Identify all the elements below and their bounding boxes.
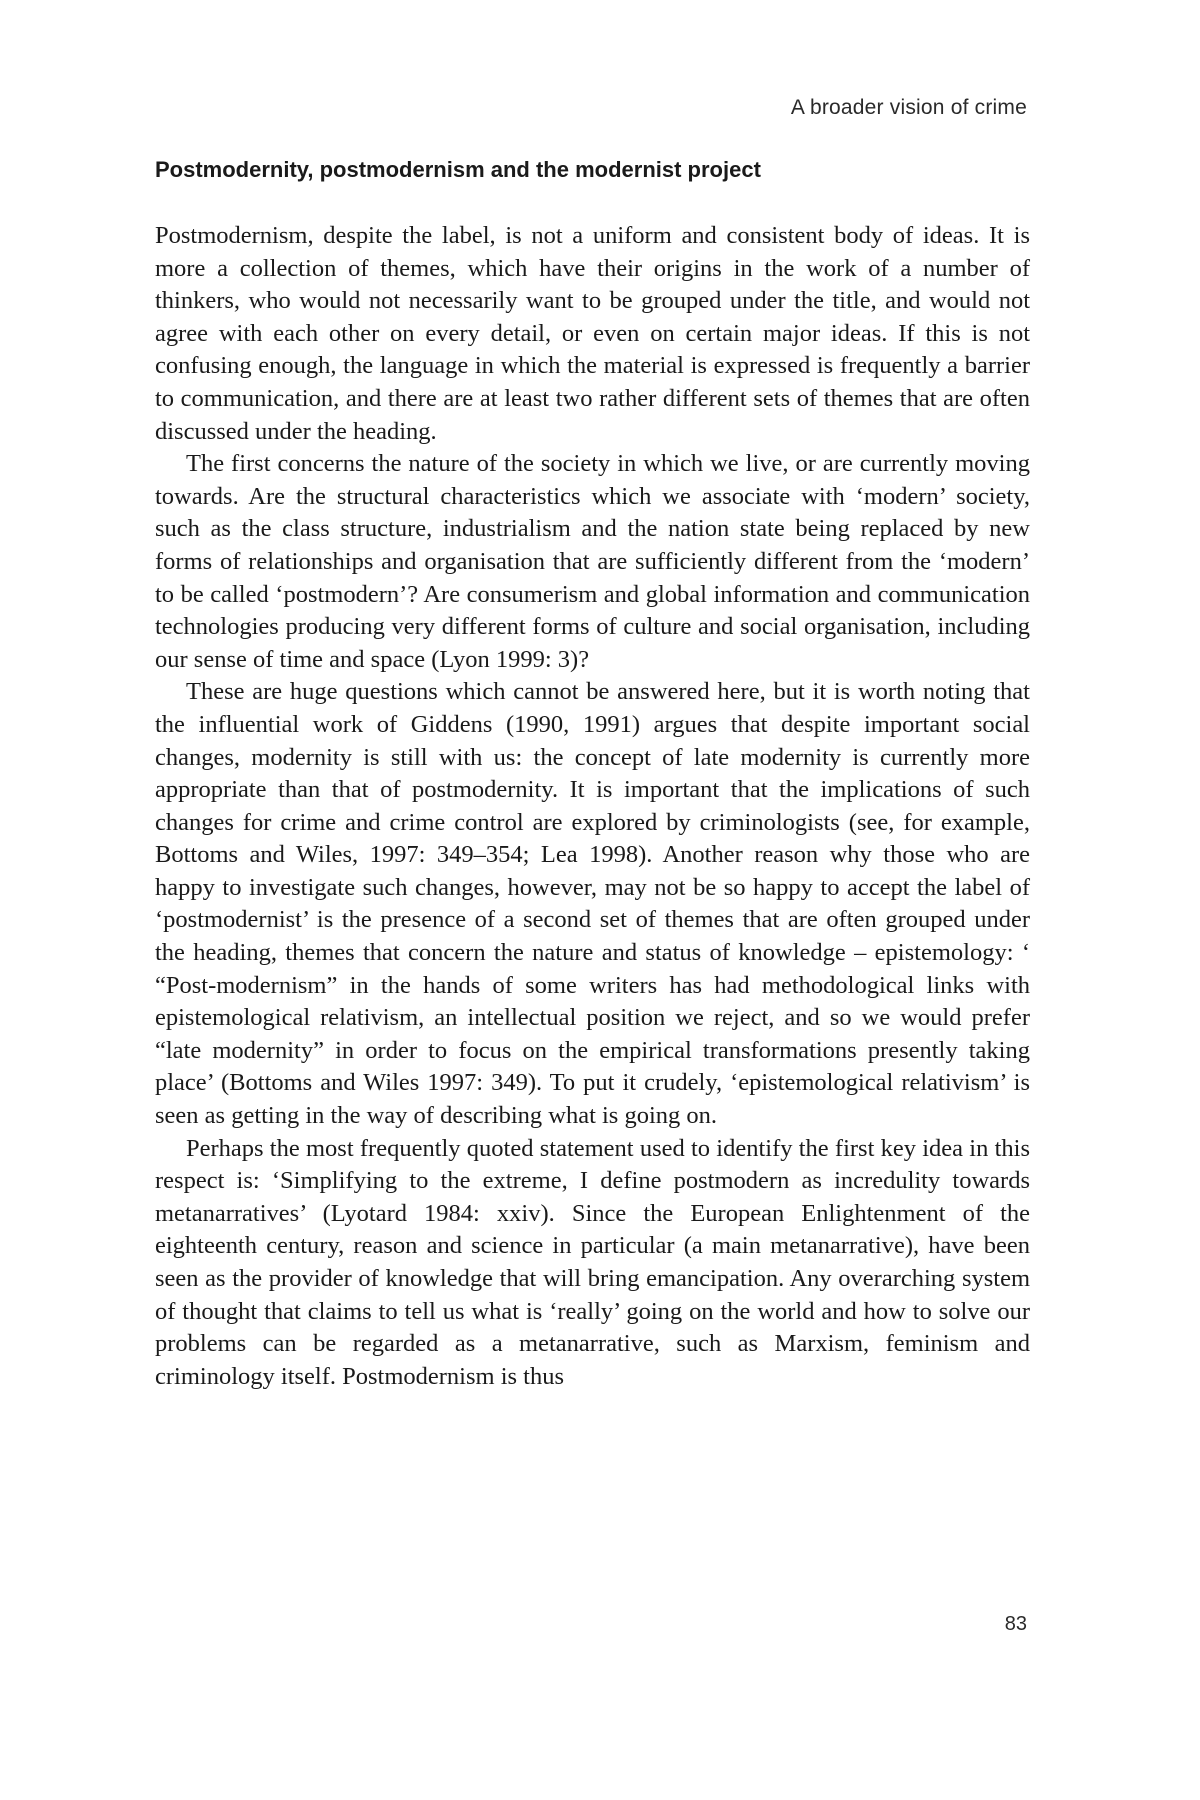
- section-heading: Postmodernity, postmodernism and the modernist project: [155, 157, 761, 182]
- paragraph: The first concerns the nature of the society in which we live, or are currently moving towards. Are the structural characteristics which we associate with ‘modern’ society, such as the class structure, industrialism and the nation state being replaced by new forms of relationships and organisation that are sufficiently different from the ‘modern’ to be called ‘postmodern’? Are consumerism and global information and communication technologies producing very different forms of culture and social organisation, including our sense of time and space (Lyon 1999: 3)?: [155, 450, 1030, 673]
- paragraph: Perhaps the most frequently quoted statement used to identify the first key idea in this respect is: ‘Simplifying to the extreme, I define postmodern as incredulity towards metanarratives’ (Lyotard 1984: xxiv). Since the European Enlightenment of the eighteenth century, reason and science in particular (a main metanarrative), have been seen as the provider of knowledge that will bring emancipation. Any overarching system of thought that claims to tell us what is ‘really’ going on the world and how to solve our problems can be regarded as a metanarrative, such as Marxism, feminism and criminology itself. Postmodernism is thus: [155, 1134, 1030, 1390]
- body-text: [155, 220, 1030, 1393]
- page-number: 83: [1004, 1613, 1027, 1635]
- running-head: A broader vision of crime: [790, 96, 1027, 119]
- paragraph: These are huge questions which cannot be answered here, but it is worth noting that the influential work of Giddens (1990, 1991) argues that despite important social changes, modernity is still with us: the concept of late modernity is currently more appropriate than that of postmodernity. It is important that the implications of such changes for crime and crime control are explored by criminologists (see, for example, Bottoms and Wiles, 1997: 349–354; Lea 1998). Another reason why those who are happy to investigate such changes, however, may not be so happy to accept the label of ‘postmodernist’ is the presence of a second set of themes that are often grouped under the heading, themes that concern the nature and status of knowledge – epistemology: ‘ “Post-modernism” in the hands of some writers has had methodological links with epistemological relativism, an intellectual position we reject, and so we would prefer “late modernity” in order to focus on the empirical transformations presently taking place’ (Bottoms and Wiles 1997: 349). To put it crudely, ‘epistemological relativism’ is seen as getting in the way of describing what is going on.: [155, 678, 1030, 1130]
- paragraph: Postmodernism, despite the label, is not a uniform and consistent body of ideas. It is more a collection of themes, which have their origins in the work of a number of thinkers, who would not necessarily want to be grouped under the title, and would not agree with each other on every detail, or even on certain major ideas. If this is not confusing enough, the language in which the material is expressed is frequently a barrier to communication, and there are at least two rather different sets of themes that are often discussed under the heading.: [155, 222, 1030, 445]
